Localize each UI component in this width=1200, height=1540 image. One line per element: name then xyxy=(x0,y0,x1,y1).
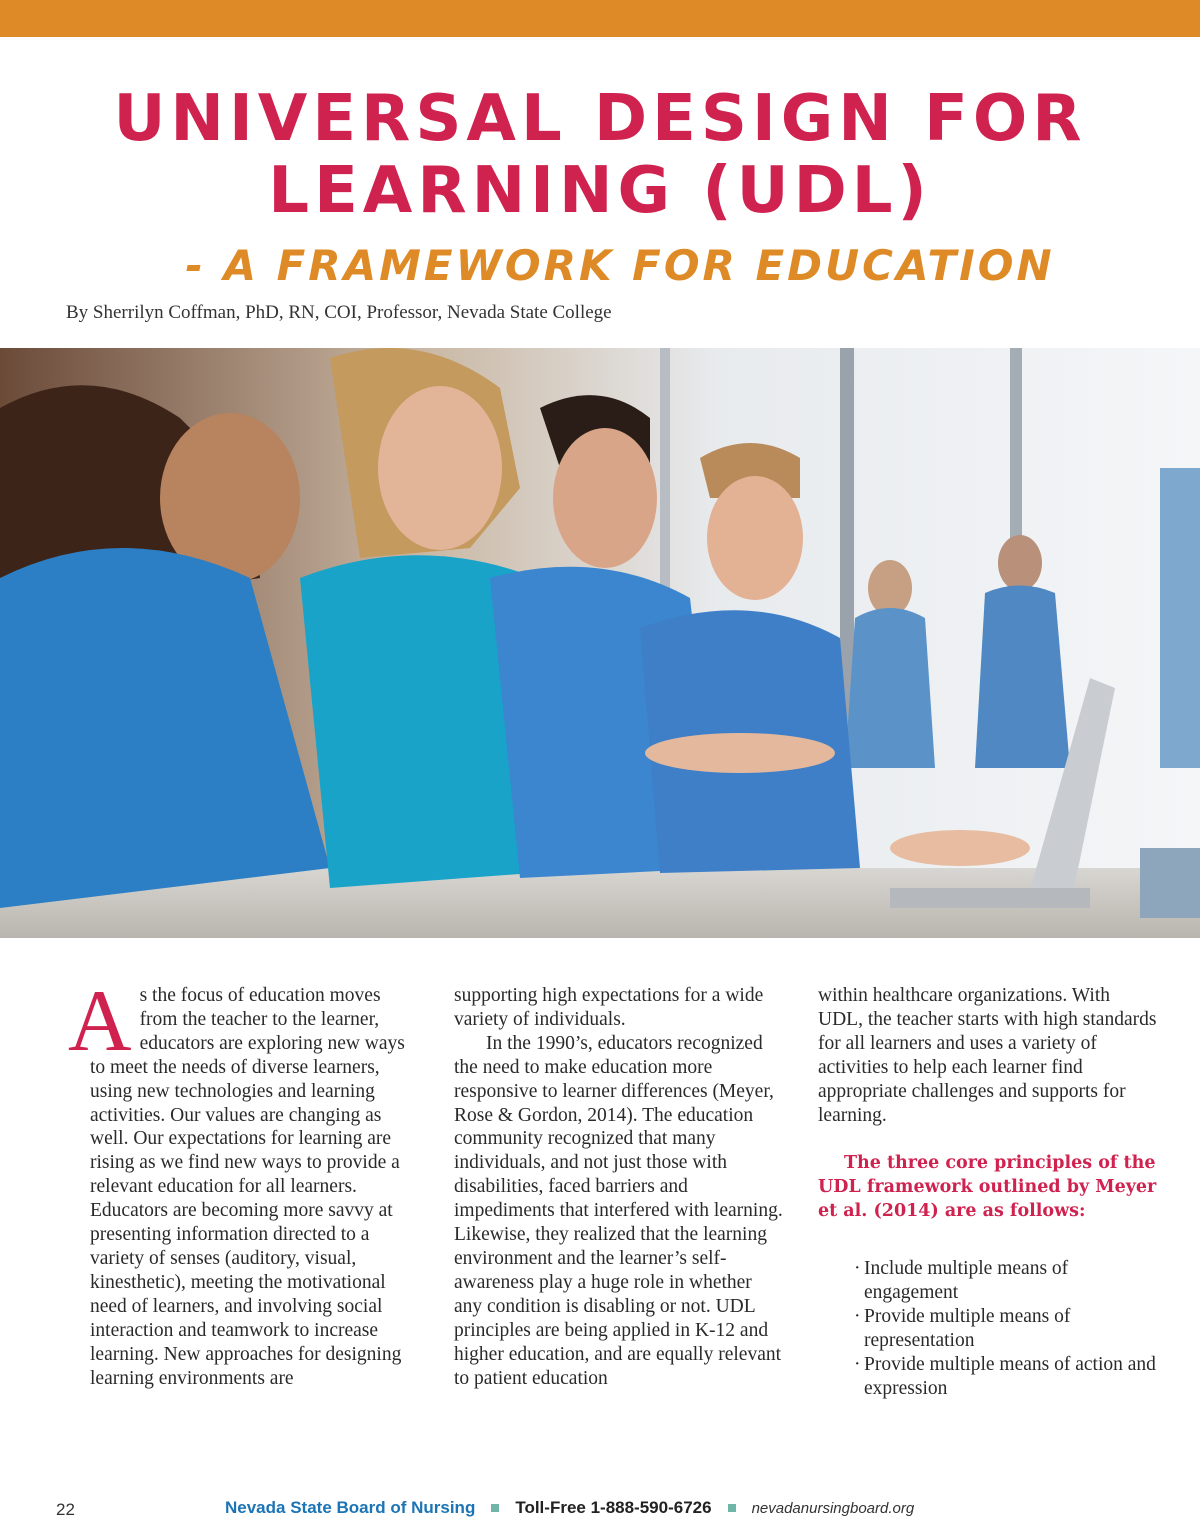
footer-website-link[interactable]: nevadanursingboard.org xyxy=(751,1499,915,1517)
article-column-1 xyxy=(68,973,420,1390)
article-column-3 xyxy=(818,984,1158,1401)
article-title-line-1: UNIVERSAL DESIGN FOR xyxy=(113,82,1087,156)
article-title-line-2: LEARNING (UDL) xyxy=(268,154,932,228)
drop-cap: A xyxy=(68,973,132,1070)
page-number: 22 xyxy=(56,1500,75,1519)
author-byline: By Sherrilyn Coffman, PhD, RN, COI, Professor, Nevada State College xyxy=(66,302,612,323)
separator-square-icon xyxy=(728,1504,736,1512)
column-1-paragraph: s the focus of education moves from the teacher to the learner, educators are exploring new ways to meet the needs of diverse learners, using new technologies and learning activities. Our values are changing as well. Our expectations for learning are rising as we find new ways to provide a relevant education for all learners. Educators are becoming more savvy at presenting information directed to a variety of senses (auditory, visual, kinesthetic), meeting the motivational need of learners, and involving social interaction and teamwork to increase learning. New approaches for designing learning environments are xyxy=(90,985,405,1389)
top-accent-bar xyxy=(0,0,1200,37)
separator-square-icon xyxy=(491,1504,499,1512)
principles-callout: The three core principles of the UDL framework outlined by Meyer et al. (2014) are as follows: xyxy=(818,1153,1157,1222)
principles-list xyxy=(854,1257,1158,1400)
principle-item: · Include multiple means of engagement xyxy=(854,1257,1158,1305)
column-2-paragraph-2: In the 1990’s, educators recognized the need to make education more responsive to learner differences (Meyer, Rose & Gordon, 2014). The education community recognized that many individuals, and not just those with disabilities, faced barriers and impediments that interfered with learning. Likewise, they realized that the learning environment and the learner’s self-awareness play a huge role in whether any condition is disabling or not. UDL principles are being applied in K-12 and higher education, and are equally relevant to patient education xyxy=(454,1032,783,1389)
article-subtitle: - A FRAMEWORK FOR EDUCATION xyxy=(185,241,1055,290)
footer-phone: Toll-Free 1-888-590-6726 xyxy=(515,1498,712,1517)
column-3-paragraph: within healthcare organizations. With UDL, the teacher starts with high standards for all learners and uses a variety of activities to help each learner find appropriate challenges and supports for learning. xyxy=(818,985,1157,1126)
principle-item: · Provide multiple means of representation xyxy=(854,1305,1158,1353)
article-column-2 xyxy=(454,984,784,1390)
hero-photo xyxy=(0,348,1200,938)
page-footer xyxy=(0,1496,1200,1526)
column-2-paragraph-1: supporting high expectations for a wide variety of individuals. xyxy=(454,985,764,1030)
footer-organization: Nevada State Board of Nursing xyxy=(225,1498,476,1517)
principle-item: · Provide multiple means of action and expression xyxy=(854,1353,1158,1401)
